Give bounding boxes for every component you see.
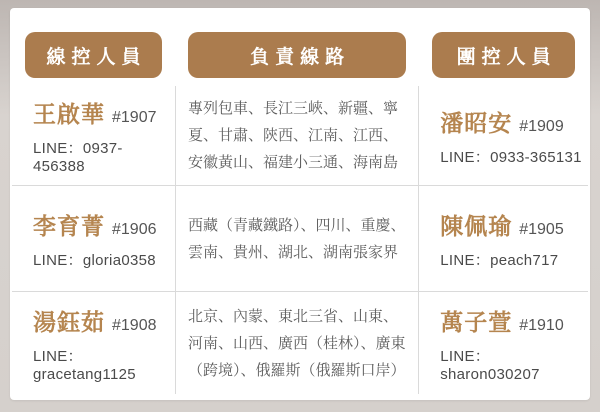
group-controller-cell bbox=[419, 86, 588, 186]
staff-name-line bbox=[440, 304, 582, 337]
staff-name: 李育菁 bbox=[33, 212, 105, 239]
staff-id-badge: #1905 bbox=[519, 220, 564, 238]
staff-name: 湯鈺茹 bbox=[33, 308, 105, 335]
line-controller-cell bbox=[12, 292, 175, 394]
header-label-routes: 負責線路 bbox=[250, 46, 351, 68]
header-pill-group-controller bbox=[432, 32, 575, 78]
staff-line-id: LINE：gracetang1125 bbox=[33, 347, 136, 383]
staff-name: 潘昭安 bbox=[440, 109, 513, 136]
table-header-row bbox=[12, 32, 588, 78]
routes-cell: 北京、內蒙、東北三省、山東、河南、山西、廣西（桂林）、廣東（跨境）、俄羅斯（俄羅斯口岸） bbox=[175, 292, 419, 394]
staff-id-badge: #1910 bbox=[519, 316, 564, 334]
staff-line-id: LINE：peach717 bbox=[440, 251, 559, 269]
staff-id-badge: #1907 bbox=[112, 109, 157, 126]
staff-line-id: LINE：sharon030207 bbox=[440, 347, 540, 383]
header-pill-line-controller bbox=[25, 32, 162, 78]
header-label-line-controller: 線控人員 bbox=[46, 46, 147, 68]
table-row bbox=[12, 292, 588, 394]
staff-line-id: LINE：0937-456388 bbox=[33, 140, 123, 175]
routes-cell: 專列包車、長江三峽、新疆、寧夏、甘肅、陝西、江南、江西、安徽黃山、福建小三通、海南島 bbox=[175, 86, 419, 186]
group-controller-cell bbox=[419, 292, 588, 394]
header-label-group-controller: 團控人員 bbox=[456, 46, 557, 68]
staff-name: 陳佩瑜 bbox=[440, 212, 513, 239]
staff-name-line bbox=[33, 96, 169, 129]
staff-name: 王啟華 bbox=[33, 101, 105, 127]
staff-name-line bbox=[440, 105, 582, 138]
table-row bbox=[12, 86, 588, 186]
staff-name-line bbox=[33, 304, 169, 337]
staff-id-badge: #1909 bbox=[519, 117, 564, 135]
staff-id-badge: #1906 bbox=[112, 220, 157, 238]
header-cell-routes bbox=[175, 32, 419, 78]
staff-line-id: LINE：0933-365131 bbox=[440, 148, 582, 166]
routes-cell: 西藏（青藏鐵路）、四川、重慶、雲南、貴州、湖北、湖南張家界 bbox=[175, 186, 419, 292]
table-row bbox=[12, 186, 588, 292]
line-controller-cell bbox=[12, 186, 175, 292]
staff-name-line bbox=[440, 208, 582, 241]
header-cell-group-controller bbox=[419, 32, 588, 78]
staff-id-badge: #1908 bbox=[112, 316, 157, 334]
staff-name-line bbox=[33, 208, 169, 241]
line-controller-cell bbox=[12, 86, 175, 186]
header-cell-line-controller bbox=[12, 32, 175, 78]
staff-line-id: LINE：gloria0358 bbox=[33, 251, 156, 269]
staff-table-card bbox=[10, 8, 590, 400]
header-pill-routes bbox=[188, 32, 406, 78]
staff-name: 萬子萱 bbox=[440, 308, 513, 335]
group-controller-cell bbox=[419, 186, 588, 292]
